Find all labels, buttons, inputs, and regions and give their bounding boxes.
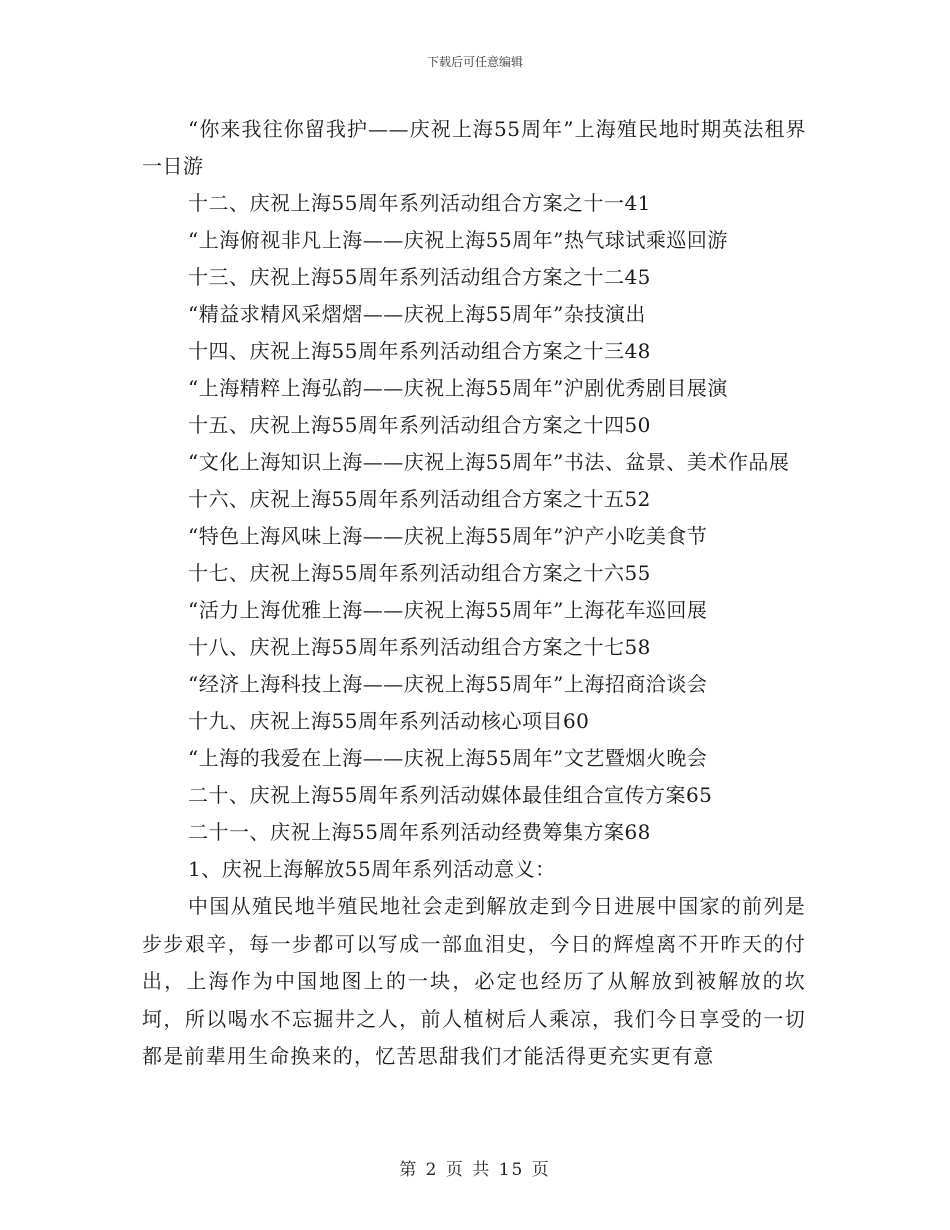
header-note: 下载后可任意编辑: [426, 55, 523, 69]
toc-line: 十八、庆祝上海55周年系列活动组合方案之十七58: [188, 635, 651, 659]
toc-line: “活力上海优雅上海——庆祝上海55周年”上海花车巡回展: [188, 598, 708, 622]
toc-line: “上海的我爱在上海——庆祝上海55周年”文艺暨烟火晚会: [188, 746, 708, 770]
toc-line: “你来我往你留我护——庆祝上海55周年”上海殖民地时期英法租界一日游: [142, 117, 806, 178]
toc-line: “上海俯视非凡上海——庆祝上海55周年”热气球试乘巡回游: [188, 228, 728, 252]
toc-line: 十六、庆祝上海55周年系列活动组合方案之十五52: [188, 487, 651, 511]
toc-line: “特色上海风味上海——庆祝上海55周年”沪产小吃美食节: [188, 524, 708, 548]
page-number-footer: 第 2 页 共 15 页: [399, 1160, 551, 1180]
section-heading: 1、庆祝上海解放55周年系列活动意义：: [188, 857, 556, 881]
toc-line: 十三、庆祝上海55周年系列活动组合方案之十二45: [188, 265, 651, 289]
body-paragraph: 中国从殖民地半殖民地社会走到解放走到今日进展中国家的前列是步步艰辛，每一步都可以写成一部血泪史，今日的辉煌离不开昨天的付出，上海作为中国地图上的一块，必定也经历了从解放到被解放的坎坷，所以喝水不忘掘井之人，前人植树后人乘凉，我们今日享受的一切都是前辈用生命换来的，忆苦思甜我们才能活得更充实更有意: [142, 894, 806, 1068]
toc-line: “精益求精风采熠熠——庆祝上海55周年”杂技演出: [188, 302, 646, 326]
document-body: [142, 111, 806, 1076]
toc-line: “经济上海科技上海——庆祝上海55周年”上海招商洽谈会: [188, 672, 708, 696]
toc-line: 十五、庆祝上海55周年系列活动组合方案之十四50: [188, 413, 651, 437]
toc-line: “上海精粹上海弘韵——庆祝上海55周年”沪剧优秀剧目展演: [188, 376, 728, 400]
toc-line: 十二、庆祝上海55周年系列活动组合方案之十一41: [188, 191, 651, 215]
toc-line: 十四、庆祝上海55周年系列活动组合方案之十三48: [188, 339, 651, 363]
toc-line: 十九、庆祝上海55周年系列活动核心项目60: [188, 709, 590, 733]
toc-line: 十七、庆祝上海55周年系列活动组合方案之十六55: [188, 561, 651, 585]
toc-line: “文化上海知识上海——庆祝上海55周年”书法、盆景、美术作品展: [188, 450, 790, 474]
toc-line: 二十一、庆祝上海55周年系列活动经费筹集方案68: [188, 820, 651, 844]
toc-line: 二十、庆祝上海55周年系列活动媒体最佳组合宣传方案65: [188, 783, 713, 807]
